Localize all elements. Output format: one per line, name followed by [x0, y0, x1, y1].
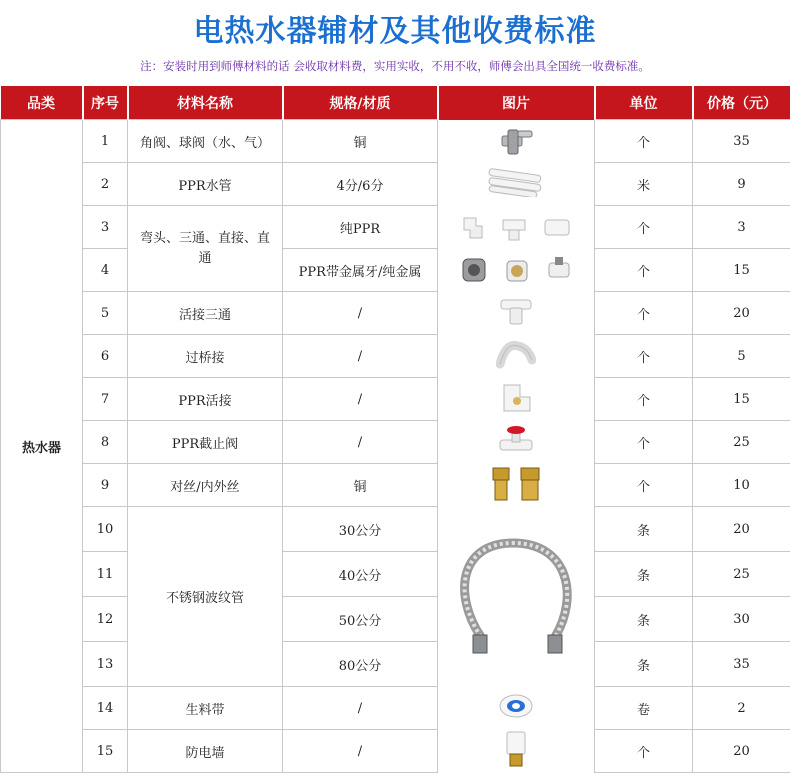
picture-cell [438, 730, 595, 773]
price-table [0, 86, 790, 773]
row-no: 3 [83, 206, 128, 249]
picture-cell [438, 421, 595, 464]
row-name: 过桥接 [128, 335, 283, 378]
row-spec: / [283, 687, 438, 730]
row-price: 20 [693, 507, 790, 552]
row-no: 2 [83, 163, 128, 206]
row-unit: 个 [595, 421, 693, 464]
table-row [1, 552, 790, 597]
row-unit: 个 [595, 120, 693, 163]
row-name: 防电墙 [128, 730, 283, 773]
table-header-row [1, 86, 790, 120]
header-picture: 图片 [438, 86, 595, 120]
row-unit: 个 [595, 335, 693, 378]
table-row [1, 249, 790, 292]
row-price: 15 [693, 249, 790, 292]
row-price: 35 [693, 642, 790, 687]
table-row [1, 292, 790, 335]
header-name: 材料名称 [128, 86, 283, 120]
row-unit: 条 [595, 507, 693, 552]
row-spec: / [283, 335, 438, 378]
header-unit: 单位 [595, 86, 693, 120]
metal-fittings-icon [438, 255, 594, 285]
row-unit: 条 [595, 642, 693, 687]
ppr-fittings-icon [438, 212, 594, 242]
row-unit: 条 [595, 597, 693, 642]
row-unit: 个 [595, 292, 693, 335]
row-price: 25 [693, 421, 790, 464]
row-no: 12 [83, 597, 128, 642]
table-row [1, 464, 790, 507]
row-spec: PPR带金属牙/纯金属 [283, 249, 438, 292]
row-name: 角阀、球阀（水、气） [128, 120, 283, 163]
category-cell: 热水器 [1, 120, 83, 773]
picture-cell [438, 507, 595, 687]
brass-nipple-icon [438, 466, 594, 504]
row-unit: 个 [595, 249, 693, 292]
row-spec: 4分/6分 [283, 163, 438, 206]
stop-valve-icon [496, 422, 536, 458]
row-price: 20 [693, 730, 790, 773]
row-unit: 个 [595, 206, 693, 249]
picture-cell [438, 292, 595, 335]
table-row [1, 687, 790, 730]
row-no: 11 [83, 552, 128, 597]
row-spec: 铜 [283, 120, 438, 163]
row-unit: 个 [595, 378, 693, 421]
row-no: 9 [83, 464, 128, 507]
tee-union-icon [497, 294, 535, 328]
braided-hose-icon [451, 525, 581, 665]
row-price: 25 [693, 552, 790, 597]
picture-cell [438, 687, 595, 730]
bridge-bend-icon [496, 336, 536, 372]
row-price: 3 [693, 206, 790, 249]
table-row [1, 120, 790, 163]
row-no: 8 [83, 421, 128, 464]
row-spec: 50公分 [283, 597, 438, 642]
anti-shock-wall-icon [501, 730, 531, 768]
row-no: 1 [83, 120, 128, 163]
header-category: 品类 [1, 86, 83, 120]
picture-cell [438, 120, 595, 163]
picture-cell [438, 249, 595, 292]
union-icon [498, 379, 534, 415]
row-unit: 个 [595, 464, 693, 507]
row-spec: 铜 [283, 464, 438, 507]
row-no: 4 [83, 249, 128, 292]
row-price: 9 [693, 163, 790, 206]
row-spec: 纯PPR [283, 206, 438, 249]
row-no: 5 [83, 292, 128, 335]
row-spec: / [283, 292, 438, 335]
row-no: 10 [83, 507, 128, 552]
row-name: 生料带 [128, 687, 283, 730]
row-price: 35 [693, 120, 790, 163]
row-unit: 米 [595, 163, 693, 206]
picture-cell [438, 206, 595, 249]
header-no: 序号 [83, 86, 128, 120]
table-row [1, 378, 790, 421]
row-name: 弯头、三通、直接、直通 [128, 206, 283, 292]
row-no: 14 [83, 687, 128, 730]
row-price: 10 [693, 464, 790, 507]
page-note: 注：安装时用到师傅材料的话 会收取材料费，实用实收，不用不收，师傅会出具全国统一收费标准。 [140, 59, 650, 73]
picture-cell [438, 163, 595, 206]
row-name: PPR截止阀 [128, 421, 283, 464]
table-row [1, 335, 790, 378]
page-title: 电热水器辅材及其他收费标准 [193, 14, 597, 49]
row-spec: 30公分 [283, 507, 438, 552]
row-unit: 条 [595, 552, 693, 597]
row-price: 30 [693, 597, 790, 642]
row-price: 15 [693, 378, 790, 421]
row-name: 不锈钢波纹管 [128, 507, 283, 687]
row-no: 15 [83, 730, 128, 773]
table-row [1, 730, 790, 773]
row-price: 2 [693, 687, 790, 730]
row-spec: 80公分 [283, 642, 438, 687]
picture-cell [438, 464, 595, 507]
picture-cell [438, 378, 595, 421]
row-no: 7 [83, 378, 128, 421]
row-price: 5 [693, 335, 790, 378]
table-row [1, 597, 790, 642]
row-name: PPR水管 [128, 163, 283, 206]
picture-cell [438, 335, 595, 378]
header-spec: 规格/材质 [283, 86, 438, 120]
row-name: 活接三通 [128, 292, 283, 335]
row-unit: 个 [595, 730, 693, 773]
row-spec: / [283, 730, 438, 773]
table-row [1, 163, 790, 206]
table-row [1, 507, 790, 552]
row-name: 对丝/内外丝 [128, 464, 283, 507]
ptfe-tape-icon [496, 691, 536, 721]
ppr-pipe-icon [485, 167, 547, 197]
header-price: 价格（元） [693, 86, 790, 120]
row-no: 13 [83, 642, 128, 687]
row-unit: 卷 [595, 687, 693, 730]
row-price: 20 [693, 292, 790, 335]
angle-valve-icon [496, 122, 536, 156]
row-spec: / [283, 421, 438, 464]
table-row [1, 421, 790, 464]
table-row [1, 642, 790, 687]
row-spec: 40公分 [283, 552, 438, 597]
row-spec: / [283, 378, 438, 421]
row-name: PPR活接 [128, 378, 283, 421]
table-row [1, 206, 790, 249]
row-no: 6 [83, 335, 128, 378]
